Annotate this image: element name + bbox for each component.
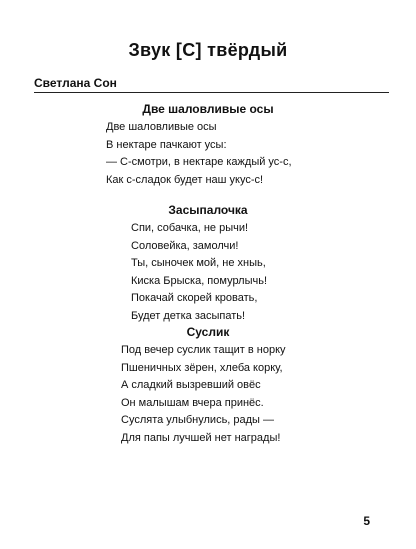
poem-line: Для папы лучшей нет награды! (121, 431, 281, 444)
poem-line: Соловейка, замолчи! (131, 239, 239, 252)
poem-title: Суслик (186, 325, 230, 339)
poem-title: Засыпалочка (168, 203, 248, 217)
poem-two-wasps (0, 99, 416, 189)
poem-lines (0, 119, 416, 189)
poem-line: Будет детка засыпать! (131, 309, 246, 322)
poem-line: А сладкий вызревший овёс (121, 379, 261, 391)
poem-line: В нектаре пачкают усы: (106, 138, 227, 151)
poem-line: Спи, собачка, не рычи! (131, 222, 249, 234)
author-divider (34, 92, 389, 93)
poem-line: Под вечер суслик тащит в норку (121, 344, 286, 356)
poem-lullaby (0, 200, 416, 325)
poem-gopher (0, 322, 416, 447)
poem-title: Две шаловливые осы (142, 102, 274, 116)
poem-line: Как с-сладок будет наш укус-с! (106, 173, 264, 186)
poem-lines (0, 342, 416, 447)
poem-line: Пшеничных зёрен, хлеба корку, (121, 361, 283, 374)
author-name: Светлана Сон (34, 76, 117, 90)
poem-line: Ты, сыночек мой, не хныь, (131, 257, 266, 269)
poem-line: Суслята улыбнулись, рады — (121, 414, 275, 426)
poem-line: Киска Брыска, помурлычь! (131, 274, 268, 287)
poem-line: Две шаловливые осы (106, 121, 217, 133)
poem-lines (0, 220, 416, 325)
page-title: Звук [С] твёрдый (128, 40, 288, 60)
page-number: 5 (363, 514, 370, 528)
poem-line: — С-смотри, в нектаре каждый ус-с, (106, 156, 292, 168)
poem-line: Покачай скорей кровать, (131, 292, 258, 304)
poem-line: Он малышам вчера принёс. (121, 396, 264, 409)
